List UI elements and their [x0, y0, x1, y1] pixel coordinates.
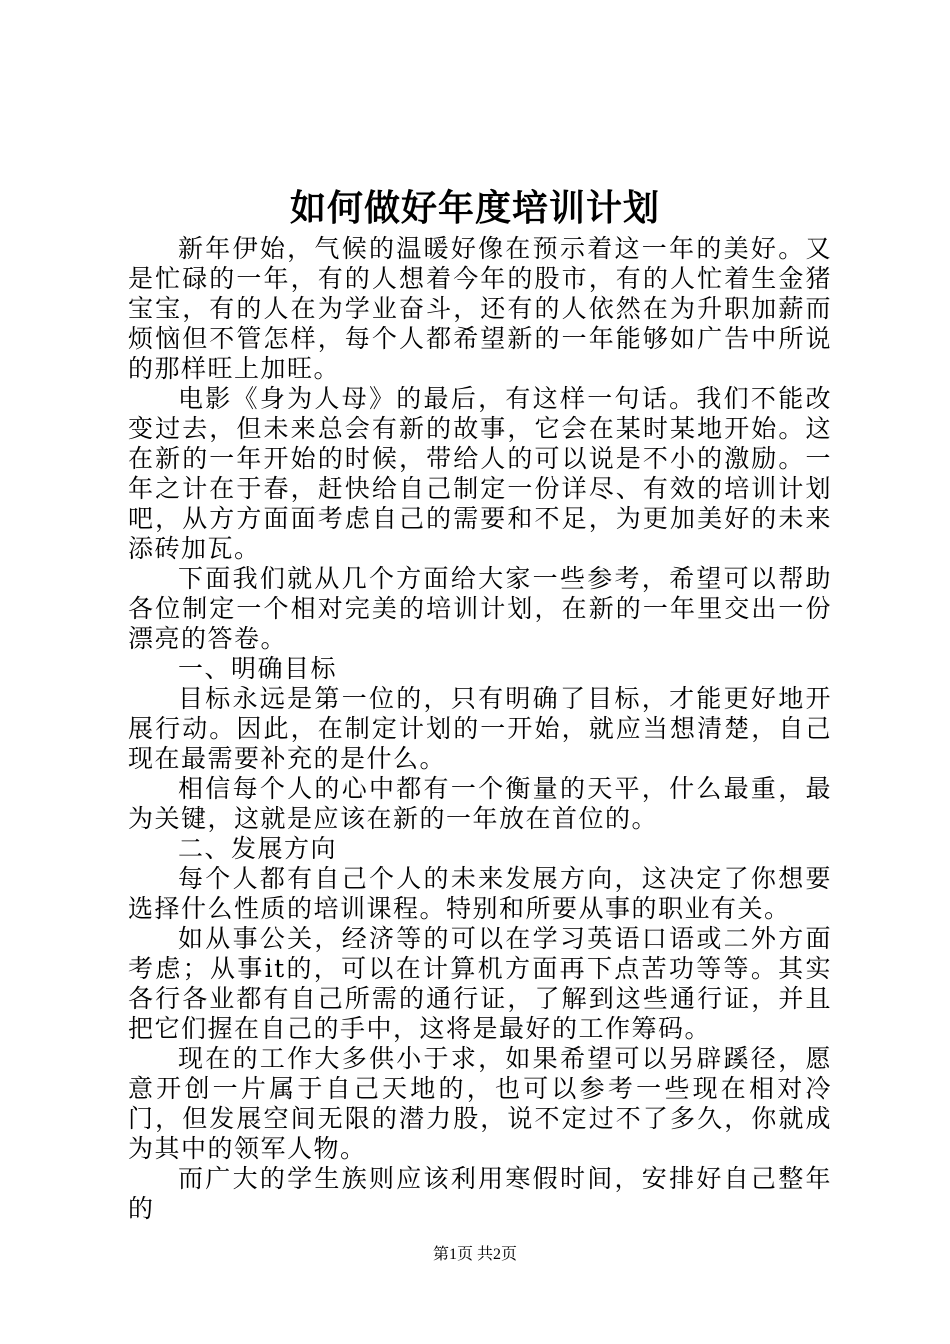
paragraph: 目标永远是第一位的，只有明确了目标，才能更好地开展行动。因此，在制定计划的一开始，就应当想清楚，自己现在最需要补充的是什么。: [128, 684, 832, 773]
paragraph: 下面我们就从几个方面给大家一些参考，希望可以帮助各位制定一个相对完美的培训计划，在新的一年里交出一份漂亮的答卷。: [128, 564, 832, 653]
document-body: [128, 234, 832, 1224]
section-heading: 一、明确目标: [178, 654, 338, 683]
page-footer: 第1页 共2页: [432, 1246, 517, 1263]
section-heading: 二、发展方向: [178, 834, 338, 863]
paragraph: 新年伊始，气候的温暖好像在预示着这一年的美好。又是忙碌的一年，有的人想着今年的股市，有的人忙着生金猪宝宝，有的人在为学业奋斗，还有的人依然在为升职加薪而烦恼但不管怎样，每个人都希望新的一年能够如广告中所说的那样旺上加旺。: [128, 234, 832, 383]
paragraph: 电影《身为人母》的最后，有这样一句话。我们不能改变过去，但未来总会有新的故事，它会在某时某地开始。这在新的一年开始的时候，带给人的可以说是不小的激励。一年之计在于春，赶快给自己制定一份详尽、有效的培训计划吧，从方方面面考虑自己的需要和不足，为更加美好的未来添砖加瓦。: [128, 384, 832, 563]
paragraph: 现在的工作大多供小于求，如果希望可以另辟蹊径，愿意开创一片属于自己天地的，也可以参考一些现在相对冷门，但发展空间无限的潜力股，说不定过不了多久，你就成为其中的领军人物。: [128, 1044, 832, 1163]
paragraph: 相信每个人的心中都有一个衡量的天平，什么最重，最为关键，这就是应该在新的一年放在首位的。: [128, 774, 832, 833]
paragraph: 每个人都有自己个人的未来发展方向，这决定了你想要选择什么性质的培训课程。特别和所要从事的职业有关。: [128, 864, 832, 923]
document-title: 如何做好年度培训计划: [289, 187, 660, 229]
paragraph: 而广大的学生族则应该利用寒假时间，安排好自己整年的: [128, 1164, 832, 1223]
paragraph: 如从事公关，经济等的可以在学习英语口语或二外方面考虑；从事it的，可以在计算机方面再下点苦功等等。其实各行各业都有自己所需的通行证，了解到这些通行证，并且把它们握在自己的手中，这将是最好的工作筹码。: [128, 924, 832, 1043]
